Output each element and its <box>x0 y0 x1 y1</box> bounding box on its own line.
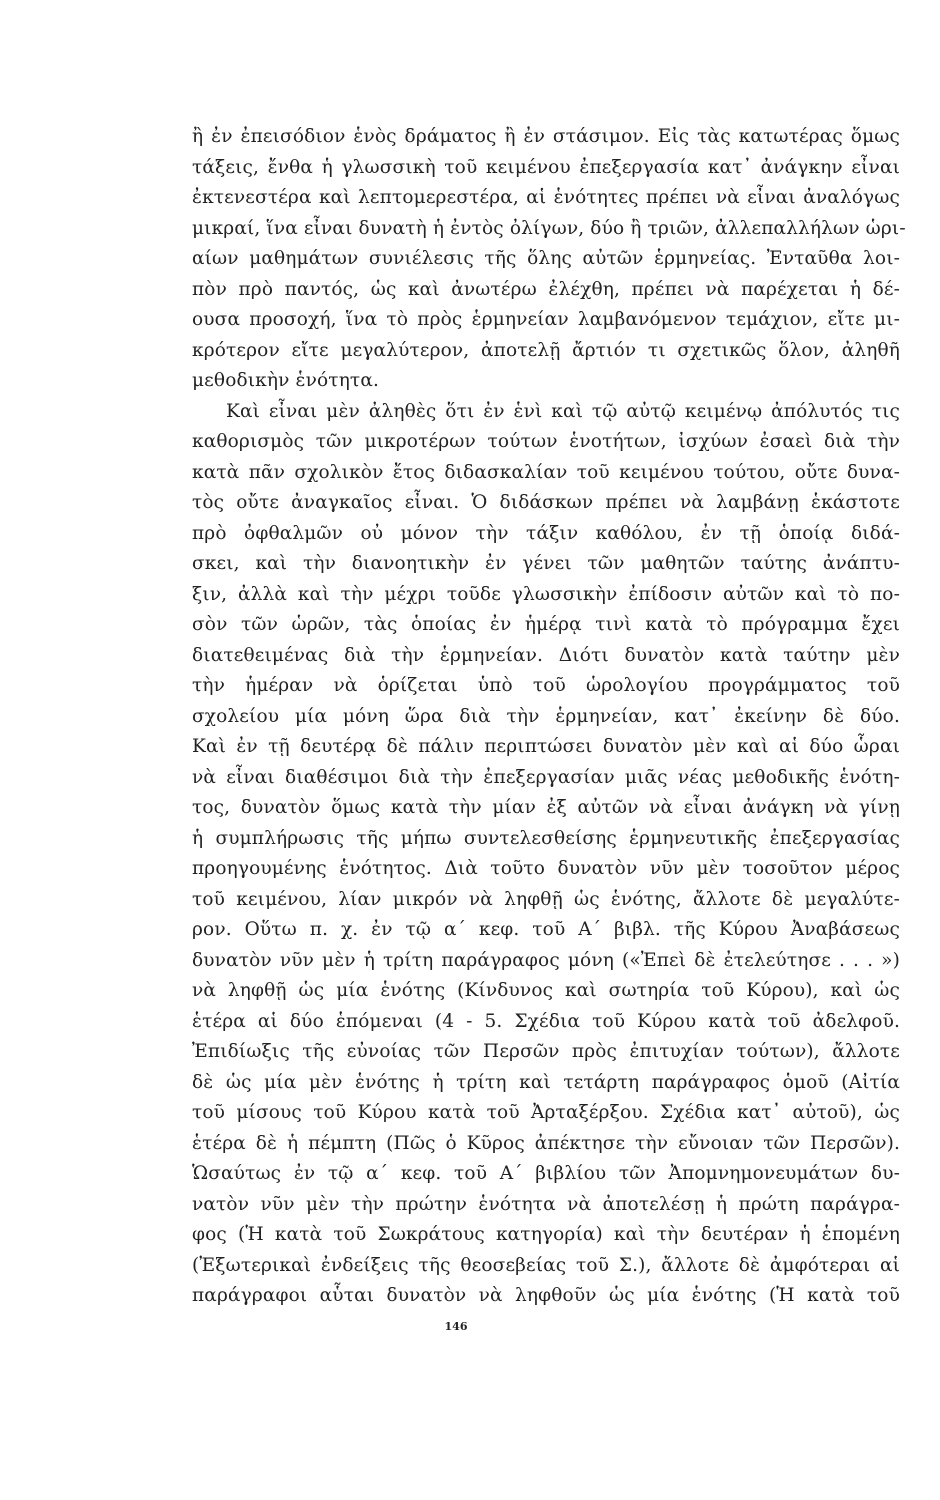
text-line: δὲ ὡς μία μὲν ἑνότης ἡ τρίτη καὶ τετάρτη παράγραφος ὁμοῦ (Αἰτία <box>192 1071 900 1093</box>
text-line: ουσα προσοχή, ἵνα τὸ πρὸς ἑρμηνείαν λαμβανόμενον τεμάχιον, εἴτε μι- <box>192 309 900 330</box>
text-line: σὸν τῶν ὡρῶν, τὰς ὁποίας ἐν ἡμέρᾳ τινὶ κατὰ τὸ πρόγραμμα ἔχει <box>192 614 900 635</box>
text-line: φος (Ἡ κατὰ τοῦ Σωκράτους κατηγορία) καὶ τὴν δευτέραν ἡ ἑπομένη <box>192 1224 900 1245</box>
text-line: μικραί, ἵνα εἶναι δυνατὴ ἡ ἐντὸς ὀλίγων, δύο ἢ τριῶν, ἀλλεπαλλήλων ὡρι- <box>192 217 906 239</box>
text-line: μεθοδικὴν ἑνότητα. <box>192 370 379 391</box>
text-line: νὰ εἶναι διαθέσιμοι διὰ τὴν ἐπεξεργασίαν μιᾶς νέας μεθοδικῆς ἑνότη- <box>192 766 900 788</box>
body-text <box>192 122 906 1312</box>
text-line: Καὶ ἐν τῇ δευτέρᾳ δὲ πάλιν περιπτώσει δυνατὸν μὲν καὶ αἱ δύο ὧραι <box>192 736 900 757</box>
text-line: ἑτέρα αἱ δύο ἑπόμεναι (4 - 5. Σχέδια τοῦ Κύρου κατὰ τοῦ ἀδελφοῦ. <box>192 1010 900 1032</box>
text-line: ἑτέρα δὲ ἡ πέμπτη (Πῶς ὁ Κῦρος ἀπέκτησε τὴν εὔνοιαν τῶν Περσῶν). <box>192 1132 900 1154</box>
text-line: Ὡσαύτως ἐν τῷ α΄ κεφ. τοῦ Α΄ βιβλίου τῶν Ἀπομνημονευμάτων δυ- <box>192 1163 900 1184</box>
text-line: τοῦ μίσους τοῦ Κύρου κατὰ τοῦ Ἀρταξέρξου. Σχέδια κατ᾿ αὐτοῦ), ὡς <box>192 1102 900 1123</box>
text-line: τος, δυνατὸν ὅμως κατὰ τὴν μίαν ἐξ αὐτῶν νὰ εἶναι ἀνάγκη νὰ γίνῃ <box>192 797 900 818</box>
text-line: καθορισμὸς τῶν μικροτέρων τούτων ἑνοτήτων, ἰσχύων ἐσαεὶ διὰ τὴν <box>192 431 900 452</box>
text-line: ἢ ἐν ἐπεισόδιον ἑνὸς δράματος ἢ ἐν στάσιμον. Εἰς τὰς κατωτέρας ὅμως <box>192 126 900 147</box>
text-line: νὰ ληφθῇ ὡς μία ἑνότης (Κίνδυνος καὶ σωτηρία τοῦ Κύρου), καὶ ὡς <box>192 980 900 1001</box>
text-line: αίων μαθημάτων συνιέλεσις τῆς ὅλης αὐτῶν ἑρμηνείας. Ἐνταῦθα λοι- <box>192 248 900 269</box>
text-line: δυνατὸν νῦν μὲν ἡ τρίτη παράγραφος μόνη («Ἐπεὶ δὲ ἐτελεύτησε . . . ») <box>192 949 900 971</box>
text-line: πρὸ ὀφθαλμῶν οὐ μόνον τὴν τάξιν καθόλου, ἐν τῇ ὁποίᾳ διδά- <box>192 522 900 544</box>
text-line: κατὰ πᾶν σχολικὸν ἔτος διδασκαλίαν τοῦ κειμένου τούτου, οὔτε δυνα- <box>192 461 900 483</box>
text-line: Ἐπιδίωξις τῆς εὐνοίας τῶν Περσῶν πρὸς ἐπιτυχίαν τούτων), ἄλλοτε <box>192 1041 900 1062</box>
text-line: κρότερον εἴτε μεγαλύτερον, ἀποτελῇ ἄρτιόν τι σχετικῶς ὅλον, ἀληθῆ <box>192 339 900 361</box>
text-line: ρον. Οὕτω π. χ. ἐν τῷ α΄ κεφ. τοῦ Α΄ βιβλ. τῆς Κύρου Ἀναβάσεως <box>192 919 900 940</box>
text-line: διατεθειμένας διὰ τὴν ἑρμηνείαν. Διότι δυνατὸν κατὰ ταύτην μὲν <box>192 644 900 666</box>
text-line: σκει, καὶ τὴν διανοητικὴν ἐν γένει τῶν μαθητῶν ταύτης ἀνάπτυ- <box>192 553 900 574</box>
text-line: τὸς οὔτε ἀναγκαῖος εἶναι. Ὁ διδάσκων πρέπει νὰ λαμβάνῃ ἑκάστοτε <box>192 492 900 513</box>
text-line: Καὶ εἶναι μὲν ἀληθὲς ὅτι ἐν ἑνὶ καὶ τῷ αὐτῷ κειμένῳ ἀπόλυτός τις <box>226 400 900 422</box>
text-line: τοῦ κειμένου, λίαν μικρόν νὰ ληφθῇ ὡς ἑνότης, ἄλλοτε δὲ μεγαλύτε- <box>192 888 900 910</box>
text-line: τὴν ἡμέραν νὰ ὁρίζεται ὑπὸ τοῦ ὡρολογίου προγράμματος τοῦ <box>192 675 900 696</box>
text-line: (Ἐξωτερικαὶ ἐνδείξεις τῆς θεοσεβείας τοῦ Σ.), ἄλλοτε δὲ ἀμφότεραι αἱ <box>192 1254 900 1276</box>
text-line: προηγουμένης ἑνότητος. Διὰ τοῦτο δυνατὸν νῦν μὲν τοσοῦτον μέρος <box>192 858 900 879</box>
text-line: νατὸν νῦν μὲν τὴν πρώτην ἑνότητα νὰ ἀποτελέσῃ ἡ πρώτη παράγρα- <box>192 1193 900 1215</box>
text-line: πὸν πρὸ παντός, ὡς καὶ ἀνωτέρω ἐλέχθη, πρέπει νὰ παρέχεται ἡ δέ- <box>192 278 900 300</box>
text-line: ξιν, ἀλλὰ καὶ τὴν μέχρι τοῦδε γλωσσικὴν ἐπίδοσιν αὐτῶν καὶ τὸ πο- <box>192 583 900 605</box>
text-line: παράγραφοι αὗται δυνατὸν νὰ ληφθοῦν ὡς μία ἑνότης (Ἡ κατὰ τοῦ <box>192 1285 900 1306</box>
text-line: ἐκτενεστέρα καὶ λεπτομερεστέρα, αἱ ἑνότητες πρέπει νὰ εἶναι ἀναλόγως <box>192 187 900 208</box>
page-number: 146 <box>444 1320 468 1333</box>
text-line: ἡ συμπλήρωσις τῆς μήπω συντελεσθείσης ἑρμηνευτικῆς ἐπεξεργασίας <box>192 827 900 849</box>
text-line: σχολείου μία μόνη ὥρα διὰ τὴν ἑρμηνείαν, κατ᾿ ἐκείνην δὲ δύο. <box>192 705 900 727</box>
text-line: τάξεις, ἔνθα ἡ γλωσσικὴ τοῦ κειμένου ἐπεξεργασία κατ᾿ ἀνάγκην εἶναι <box>192 156 900 178</box>
